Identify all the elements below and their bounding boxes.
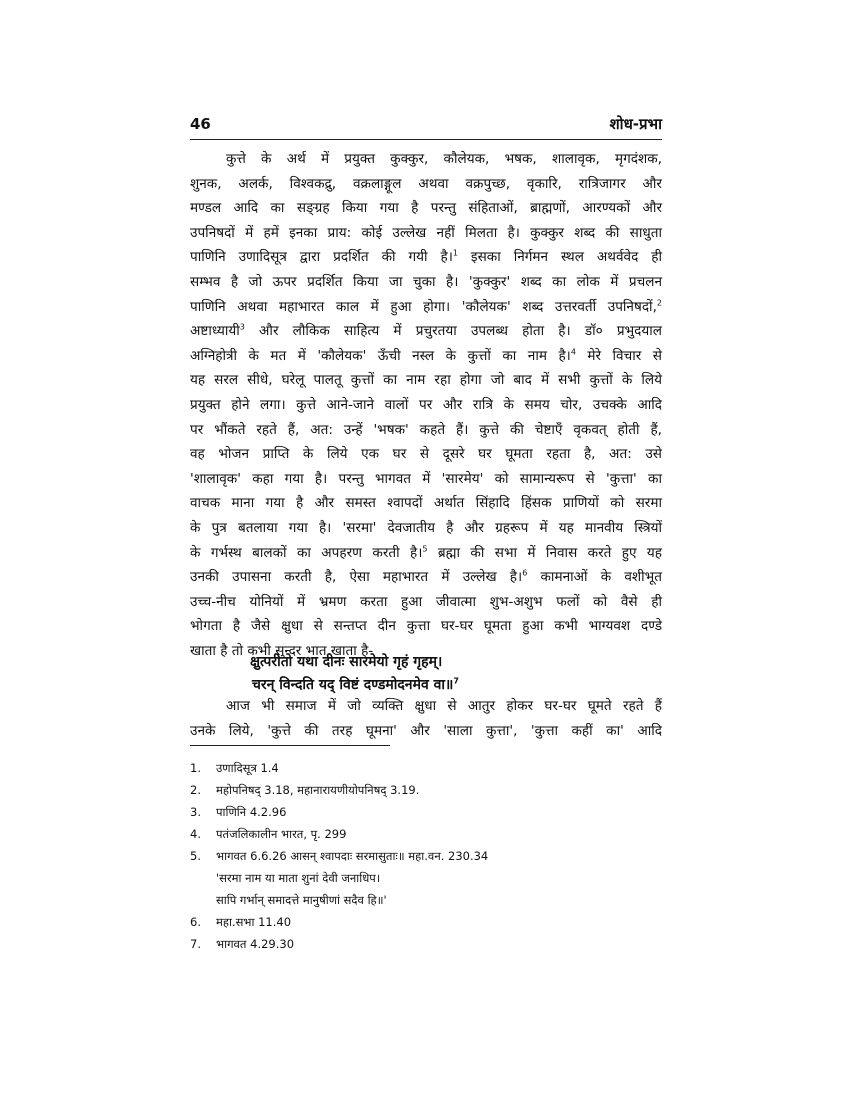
footnote-text: पतंजलिकालीन भारत, पृ. 299 xyxy=(216,827,347,841)
footnote xyxy=(190,933,662,955)
footnote-number: 5. xyxy=(190,849,201,863)
footnote-number: 4. xyxy=(190,827,201,841)
footnote-text: महा.सभा 11.40 xyxy=(216,915,292,929)
footnote xyxy=(190,823,662,845)
text-line: भोगता है जैसे क्षुधा से सन्तप्त दीन कुत्ता घर-घर घूमता हुआ कभी भाग्यवश दण्डे xyxy=(190,618,662,635)
text-line: खाता है तो कभी सुन्दर भात खाता है- xyxy=(190,642,374,659)
footnote-number: 3. xyxy=(190,805,201,819)
text-line xyxy=(190,245,662,270)
text-line: प्रयुक्त होने लगा। कुत्ते आने-जाने वालों पर और रात्रि के समय चोर, उचक्के आदि xyxy=(190,396,662,413)
text-line xyxy=(190,319,662,344)
text-line xyxy=(190,295,662,320)
text-line: उनके लिये, 'कुत्ते की तरह घूमना' और 'साला कुत्ता', 'कुत्ता कहीं का' आदि xyxy=(190,722,662,739)
header-rule xyxy=(190,139,662,140)
text-line: 'शालावृक' कहा गया है। परन्तु भागवत में 'सारमेय' को सामान्यरूप से 'कुत्ता' का xyxy=(190,470,662,487)
text-segment: ब्रह्मा की सभा में निवास करते हुए यह xyxy=(427,544,662,561)
text-line: के पुत्र बतलाया गया है। 'सरमा' देवजातीय है और ग्रहरूप में यह मानवीय स्त्रियों xyxy=(190,519,662,536)
footnote-ref: 7 xyxy=(453,676,459,686)
footnote-text: भागवत 4.29.30 xyxy=(216,937,295,951)
text-line xyxy=(190,541,662,566)
footnote xyxy=(190,757,662,779)
text-segment: इसका निर्गमन स्थल अथर्ववेद ही xyxy=(457,249,663,266)
footnote-number: 6. xyxy=(190,915,201,929)
footnote-text: पाणिनि 4.2.96 xyxy=(216,805,287,819)
footnote-continuation: 'सरमा नाम या माता शुनां देवी जनाधिप। xyxy=(216,871,381,885)
text-line: वाचक माना गया है और समस्त श्वापदों अर्थात सिंहादि हिंसक प्राणियों को सरमा xyxy=(190,495,662,512)
footnote-ref: 1 xyxy=(452,248,458,258)
text-line: शुनक, अलर्क, विश्वकद्रु, वक्रलाङ्गूल अथवा वक्रपुच्छ, वृकारि, रात्रिजागर और xyxy=(190,175,662,192)
text-segment: मेरे विचार से xyxy=(575,347,662,364)
footnote-ref: 3 xyxy=(239,322,245,332)
verse-line-1: क्षुत्परीतो यथा दीनः सारमेयो गृहं गृहम्। xyxy=(250,654,443,670)
text-segment: चरन् विन्दति यद् विष्टं दण्डमोदनमेव वा॥ xyxy=(252,677,454,693)
footnote xyxy=(190,845,662,867)
verse-block xyxy=(250,651,670,697)
journal-title: शोध-प्रभा xyxy=(609,115,662,133)
text-segment: के गर्भस्थ बालकों का अपहरण करती है। xyxy=(190,544,423,561)
footnote-ref: 6 xyxy=(522,568,528,578)
text-segment: अग्निहोत्री के मत में 'कौलेयक' ऊँची नस्ल के कुत्तों का नाम है। xyxy=(190,347,571,364)
text-line xyxy=(190,344,662,369)
text-segment: अष्टाध्यायी xyxy=(190,323,240,340)
footnote-number: 2. xyxy=(190,783,201,797)
text-segment: कामनाओं के वशीभूत xyxy=(527,569,662,586)
text-segment: पाणिनि उणादिसूत्र द्वारा प्रदर्शित की गयी है। xyxy=(190,249,453,266)
text-segment: उनकी उपासना करती है, ऐसा महाभारत में उल्लेख है। xyxy=(190,569,523,586)
footnote-rule xyxy=(190,745,390,746)
text-line: सम्भव है जो ऊपर प्रदर्शित किया जा चुका है। 'कुक्कुर' शब्द का लोक में प्रचलन xyxy=(190,273,662,290)
footnotes xyxy=(190,757,662,955)
paragraph-2 xyxy=(190,694,662,743)
footnote-number: 1. xyxy=(190,761,201,775)
text-line: उच्च-नीच योनियों में भ्रमण करता हुआ जीवात्मा शुभ-अशुभ फलों को वैसे ही xyxy=(190,593,662,610)
footnote xyxy=(190,801,662,823)
text-line: उपनिषदों में हमें इनका प्राय: कोई उल्लेख नहीं मिलता है। कुक्कुर शब्द की साधुता xyxy=(190,224,662,241)
page-header xyxy=(190,114,662,134)
footnote-ref: 2 xyxy=(656,298,662,308)
footnote-ref: 5 xyxy=(422,543,428,553)
text-line xyxy=(190,565,662,590)
text-line: मण्डल आदि का सङ्ग्रह किया गया है परन्तु संहिताओं, ब्राह्मणों, आरण्यकों और xyxy=(190,200,662,217)
footnote-text: महोपनिषद् 3.18, महानारायणीयोपनिषद् 3.19. xyxy=(216,783,420,797)
paragraph-1 xyxy=(190,147,662,663)
footnote xyxy=(190,911,662,933)
footnote-ref: 4 xyxy=(570,347,576,357)
text-segment: और लौकिक साहित्य में प्रचुरतया उपलब्ध होता है। डॉ० प्रभुदयाल xyxy=(244,323,662,340)
footnote-text: उणादिसूत्र 1.4 xyxy=(216,761,279,775)
footnote-continuation: सापि गर्भान् समादत्ते मानुषीणां सदैव हि॥' xyxy=(216,893,387,907)
text-segment: पाणिनि अथवा महाभारत काल में हुआ होगा। 'कौलेयक' शब्द उत्तरवर्ती उपनिषदों, xyxy=(190,298,657,315)
footnote-number: 7. xyxy=(190,937,201,951)
text-line: पर भौंकते रहते हैं, अत: उन्हें 'भषक' कहते हैं। कुत्ते की चेष्टाएँ वृकवत् होती हैं, xyxy=(190,421,662,438)
footnote-text: भागवत 6.6.26 आसन् श्वापदाः सरमासुताः॥ महा.वन. 230.34 xyxy=(216,849,489,863)
text-line: कुत्ते के अर्थ में प्रयुक्त कुक्कुर, कौलेयक, भषक, शालावृक, मृगदंशक, xyxy=(226,151,662,167)
text-line: आज भी समाज में जो व्यक्ति क्षुधा से आतुर होकर घर-घर घूमते रहते हैं xyxy=(226,698,662,714)
text-line: यह सरल सीधे, घरेलू पालतू कुत्तों का नाम रहा होगा जो बाद में सभी कुत्तों के लिये xyxy=(190,372,662,389)
page-number: 46 xyxy=(190,115,211,133)
text-line: वह भोजन प्राप्ति के लिये एक घर से दूसरे घर घूमता रहता है, अत: उसे xyxy=(190,446,662,463)
footnote xyxy=(190,779,662,801)
